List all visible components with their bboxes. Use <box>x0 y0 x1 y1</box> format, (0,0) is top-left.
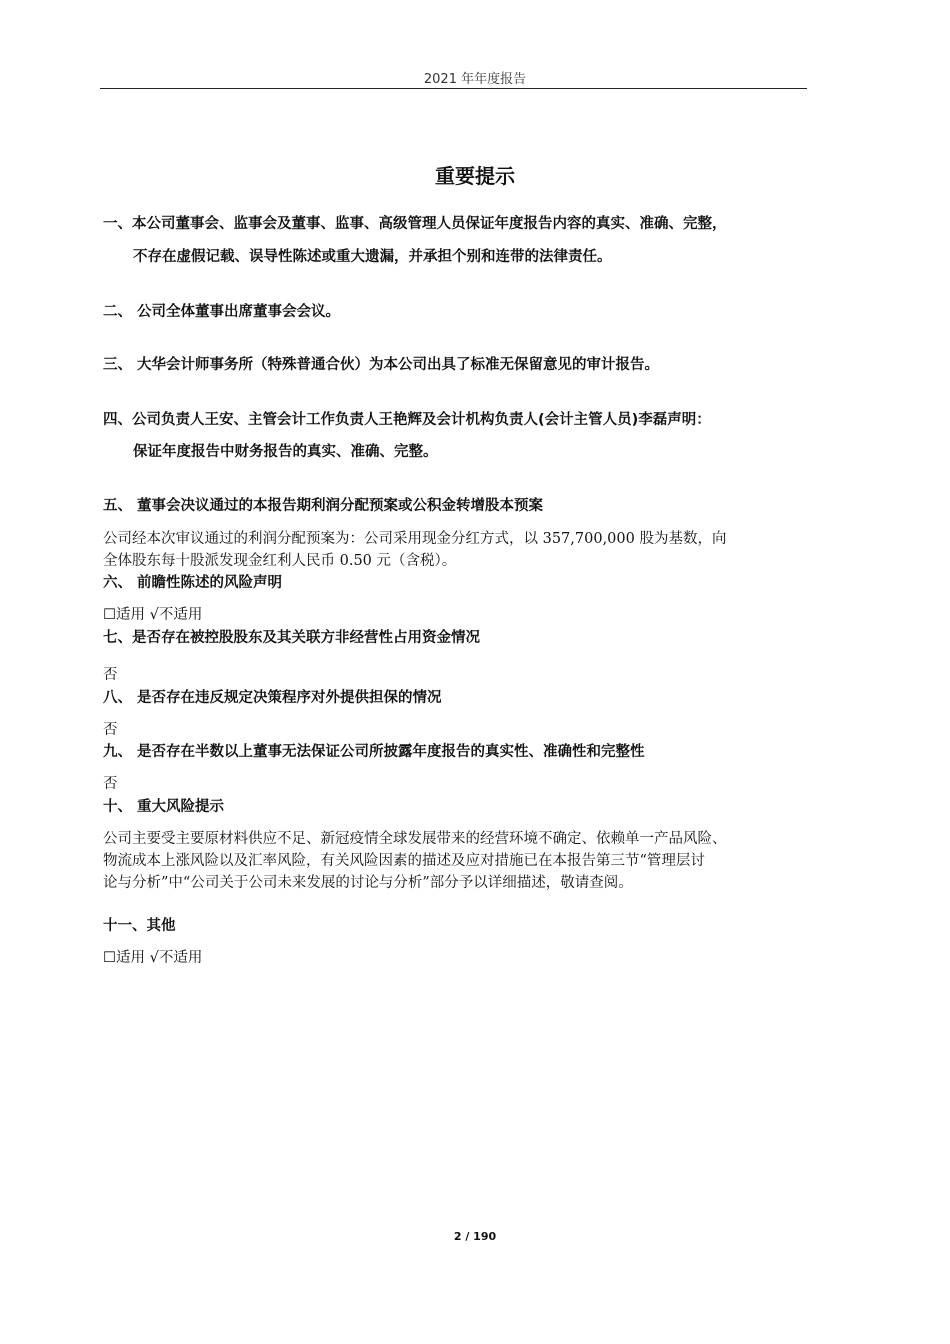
item-5-line-1: 公司经本次审议通过的利润分配预案为：公司采用现金分红方式，以 357,700,000 股为基数，向 <box>103 531 727 547</box>
item-1-line-2: 不存在虚假记载、误导性陈述或重大遗漏，并承担个别和连带的法律责任。 <box>133 249 612 265</box>
item-3: 三、 大华会计师事务所（特殊普通合伙）为本公司出具了标准无保留意见的审计报告。 <box>103 357 660 373</box>
page-title: 重要提示 <box>435 164 515 188</box>
item-7-answer: 否 <box>103 667 118 683</box>
item-10-heading: 十、 重大风险提示 <box>103 799 225 815</box>
item-4-line-1: 四、公司负责人王安、主管会计工作负责人王艳辉及会计机构负责人(会计主管人员)李磊声明： <box>103 412 711 428</box>
header-rule <box>100 88 807 89</box>
item-9-answer: 否 <box>103 776 118 792</box>
item-8-heading: 八、 是否存在违反规定决策程序对外提供担保的情况 <box>103 690 442 706</box>
item-7-heading: 七、是否存在被控股股东及其关联方非经营性占用资金情况 <box>103 630 480 646</box>
item-11-checkbox-status: ☐适用 √不适用 <box>103 950 203 966</box>
item-10-line-3: 论与分析”中“公司关于公司未来发展的讨论与分析”部分予以详细描述，敬请查阅。 <box>103 875 633 891</box>
item-1-line-1: 一、本公司董事会、监事会及董事、监事、高级管理人员保证年度报告内容的真实、准确、完整， <box>103 216 727 232</box>
item-8-answer: 否 <box>103 722 118 738</box>
running-header: 2021 年年度报告 <box>423 72 527 87</box>
item-10-line-2: 物流成本上涨风险以及汇率风险，有关风险因素的描述及应对措施已在本报告第三节“管理层讨 <box>103 853 705 869</box>
item-11-heading: 十一、其他 <box>103 918 176 934</box>
item-5-line-2: 全体股东每十股派发现金红利人民币 0.50 元（含税）。 <box>103 553 457 569</box>
item-9-heading: 九、 是否存在半数以上董事无法保证公司所披露年度报告的真实性、准确性和完整性 <box>103 744 645 760</box>
item-5-heading: 五、 董事会决议通过的本报告期利润分配预案或公积金转增股本预案 <box>103 498 544 514</box>
item-10-line-1: 公司主要受主要原材料供应不足、新冠疫情全球发展带来的经营环境不确定、依赖单一产品风险、 <box>103 831 727 847</box>
item-6-checkbox-status: ☐适用 √不适用 <box>103 607 203 623</box>
page-number: 2 / 190 <box>453 1230 497 1243</box>
item-2: 二、 公司全体董事出席董事会会议。 <box>103 304 341 320</box>
item-4-line-2: 保证年度报告中财务报告的真实、准确、完整。 <box>133 444 438 460</box>
item-6-heading: 六、 前瞻性陈述的风险声明 <box>103 575 283 591</box>
